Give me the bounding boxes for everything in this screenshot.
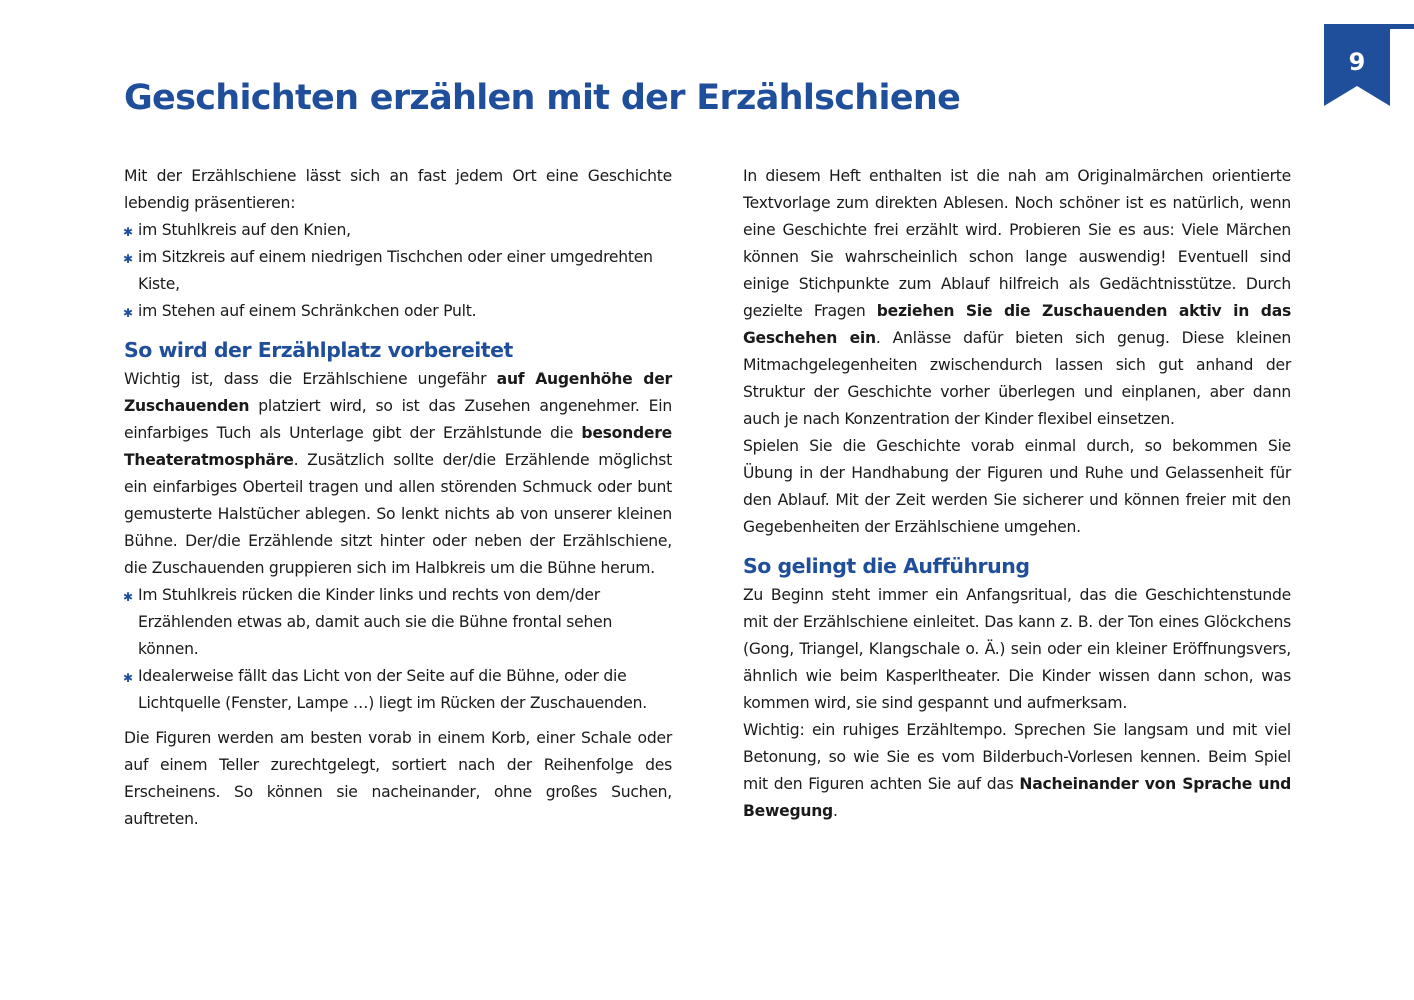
page-title: Geschichten erzählen mit der Erzählschiene <box>124 78 961 118</box>
paragraph-rehearsal: Spielen Sie die Geschichte vorab einmal durch, so bekommen Sie Übung in der Handhabung der Figuren und Ruhe und Gelassenheit für den Ablauf. Mit der Zeit werden Sie sicherer und können freier mit den Gegebenheiten der Erzählschiene umgehen. <box>743 437 1291 536</box>
page-number-badge <box>1324 24 1390 106</box>
tips-list <box>124 582 672 717</box>
paragraph-text-template: In diesem Heft enthalten ist die nah am Originalmärchen orientierte Textvorlage zum direkten Ablesen. Noch schöner ist es natürlich, wenn eine Geschichte frei erzählt wird. Probieren Sie es aus: Viele Märchen können Sie wahrscheinlich schon lange auswendig! Eventuell sind einige Stichpunkte zum Ablauf hilfreich als Gedächtnisstütze. Durch gezielte Fragen beziehen Sie die Zuschauenden aktiv in das Geschehen ein. Anlässe dafür bieten sich genug. Diese kleinen Mitmachgelegenheiten zwischendurch lassen sich gut anhand der Struktur der Geschichte vorher überlegen und einplanen, aber dann auch je nach Konzentration der Kinder flexibel einsetzen. <box>743 167 1291 428</box>
right-column <box>743 163 1291 825</box>
places-list <box>124 217 672 325</box>
intro-paragraph: Mit der Erzählschiene lässt sich an fast jedem Ort eine Geschichte lebendig präsentieren: <box>124 167 672 212</box>
section-heading-auffuehrung: So gelingt die Aufführung <box>743 554 1030 578</box>
list-item: ✱ im Sitzkreis auf einem niedrigen Tischchen oder einer umgedrehten Kiste, <box>124 244 672 298</box>
paragraph-preparation: Wichtig ist, dass die Erzählschiene ungefähr auf Augenhöhe der Zuschauenden platziert wird, so ist das Zusehen angenehmer. Ein einfarbiges Tuch als Unterlage gibt der Erzählstunde die besondere Theateratmosphäre. Zusätzlich sollte der/die Erzählende möglichst ein einfarbiges Oberteil tragen und allen störenden Schmuck oder bunt gemusterte Halstücher ablegen. So lenkt nichts ab von unserer kleinen Bühne. Der/die Erzählende sitzt hinter oder neben der Erzählschiene, die Zuschauenden gruppieren sich im Halbkreis um die Bühne herum. <box>124 370 672 577</box>
paragraph-opening-ritual: Zu Beginn steht immer ein Anfangsritual, das die Geschichtenstunde mit der Erzählschiene einleitet. Das kann z. B. der Ton eines Glöckchens (Gong, Triangel, Klangschale o. Ä.) sein oder ein kleiner Eröffnungsvers, ähnlich wie beim Kasperltheater. Die Kinder wissen dann schon, was kommen wird, sie sind gespannt und aufmerksam. <box>743 586 1291 712</box>
section-heading-erzaehlplatz: So wird der Erzählplatz vorbereitet <box>124 338 513 362</box>
paragraph-figures: Die Figuren werden am besten vorab in einem Korb, einer Schale oder auf einem Teller zurechtgelegt, sortiert nach der Reihenfolge des Erscheinens. So können sie nacheinander, ohne großes Suchen, auftreten. <box>124 729 672 828</box>
page-number: 9 <box>1348 48 1366 76</box>
list-item: ✱ im Stehen auf einem Schränkchen oder Pult. <box>124 298 672 325</box>
left-column <box>124 163 672 833</box>
list-item: ✱ im Stuhlkreis auf den Knien, <box>124 217 672 244</box>
list-item: ✱ Im Stuhlkreis rücken die Kinder links und rechts von dem/der Erzählenden etwas ab, damit auch sie die Bühne frontal sehen können. <box>124 582 672 663</box>
list-item: ✱ Idealerweise fällt das Licht von der Seite auf die Bühne, oder die Lichtquelle (Fenster, Lampe …) liegt im Rücken der Zuschauenden. <box>124 663 672 717</box>
paragraph-tempo: Wichtig: ein ruhiges Erzähltempo. Sprechen Sie langsam und mit viel Betonung, so wie Sie es vom Bilderbuch-Vorlesen kennen. Beim Spiel mit den Figuren achten Sie auf das Nacheinander von Sprache und Bewegung. <box>743 721 1291 820</box>
